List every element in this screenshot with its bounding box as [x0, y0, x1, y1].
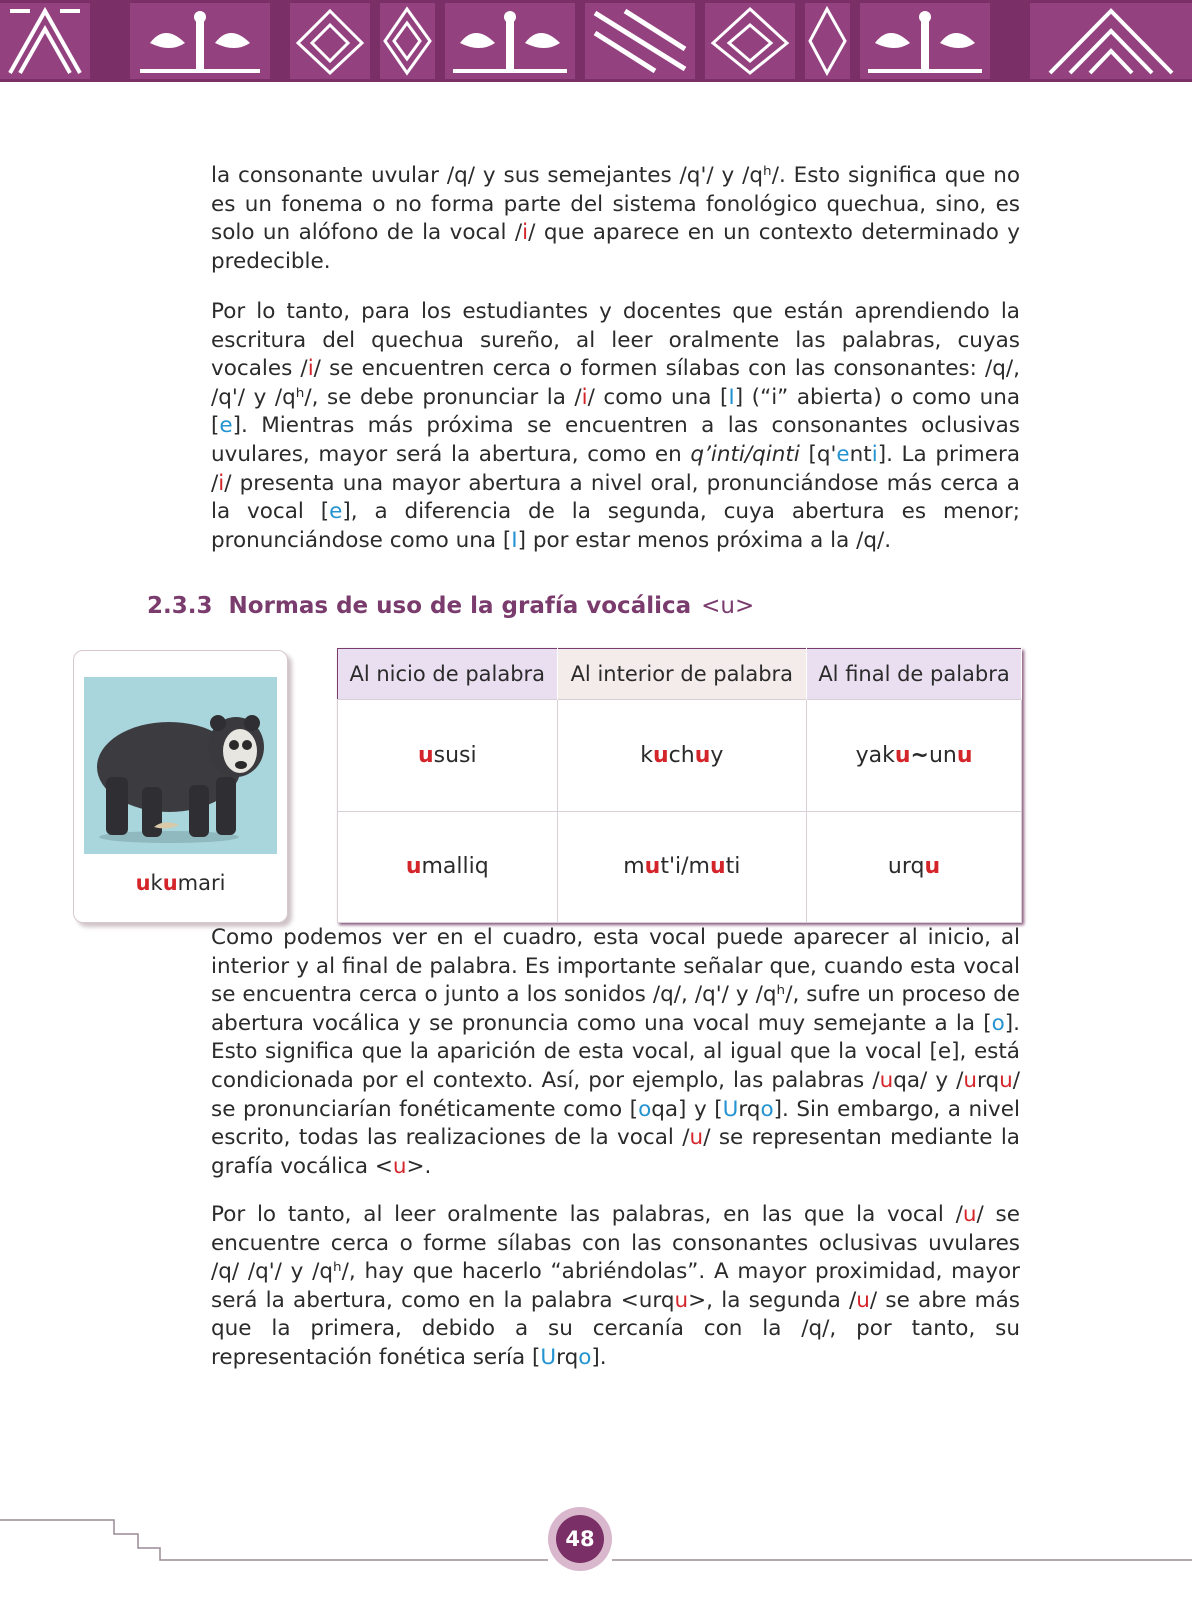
spectacled-bear-icon [84, 677, 277, 854]
highlight-blue: I [728, 384, 735, 410]
textile-tile-birds-icon [130, 3, 270, 79]
text-run: Como podemos ver en el cuadro, esta vocal puede aparecer al inicio, al interior y al final de palabra. Es importante señalar que, cuando esta vocal se encuentra cerca o junto a los sonidos /q/, /q'/ y /qʰ/, sufre un proceso de abertura vocálica y se pronuncia como una vocal muy semejante a la [ [211, 925, 1020, 1036]
text-run: / como una [ [587, 384, 729, 410]
text-run: ], a diferencia de la segunda, cuya abertura es menor; pronunciándose como una [ [211, 499, 1020, 553]
table-header-row [338, 649, 1022, 700]
text-run: / presenta una mayor abertura a nivel oral, pronunciándose más cerca a la vocal [ [211, 470, 1020, 525]
highlight-blue: U [540, 1344, 557, 1370]
textile-tile-rhombus-icon [380, 3, 435, 79]
highlight-red: u [405, 854, 422, 880]
highlight-red: u [962, 1202, 977, 1227]
highlight-blue: I [511, 527, 518, 553]
highlight-red: u [644, 854, 661, 880]
highlight-blue: e [836, 441, 850, 467]
text-run: rq [556, 1344, 579, 1370]
highlight-red: u [709, 854, 726, 880]
text-run: rq [738, 1096, 761, 1122]
text-run: susi [433, 742, 477, 768]
textile-tile-birds-icon [445, 3, 575, 79]
tilde-separator: ~ [910, 742, 929, 768]
text-run: / se representan mediante la grafía vocálica < [211, 1125, 1020, 1179]
textile-tile-rhombus-icon [805, 3, 850, 79]
text-run: / se encuentre cerca o forme sílabas con las consonantes oclusivas uvulares /q/ /q'/ y /qʰ/, hay que hacerlo “abriéndolas”. A mayor proximidad, mayor será la abertura, como en la palabra <urq [211, 1202, 1020, 1313]
text-run: ch [668, 742, 695, 768]
text-run: >, la segunda / [688, 1287, 857, 1313]
textile-tile-diamond-icon [1030, 3, 1192, 79]
highlight-red: u [894, 742, 911, 768]
text-run: >. [406, 1153, 432, 1179]
text-run: ] por estar menos próxima a la /q/. [517, 527, 892, 553]
highlight-blue: e [219, 413, 233, 439]
highlight-red: u [689, 1125, 704, 1151]
text-run: / que aparece en un contexto determinado y predecible. [211, 220, 1020, 274]
textile-tile-stripes-icon [585, 3, 695, 79]
text-run: ] (“i” abierta) o como una [ [211, 384, 1020, 439]
highlight-red: i [218, 470, 225, 496]
highlight-red: u [963, 1067, 978, 1093]
text-run: ]. Sin embargo, a nivel escrito, todas las realizaciones de la vocal / [211, 1096, 1020, 1151]
example-card [73, 650, 288, 923]
header-initial: Al nicio de palabra [338, 649, 558, 700]
text-run: ti [725, 854, 741, 880]
card-word [74, 871, 287, 895]
text-run: Por lo tanto, para los estudiantes y docentes que están aprendiendo la escritura del quechua sureño, al leer oralmente las palabras, cuyas vocales / [211, 299, 1020, 382]
text-run: un [928, 742, 957, 768]
text-run: ]. Esto significa que la aparición de esta vocal, al igual que la vocal [e], está condicionada por el contexto. Así, por ejemplo, las palabras / [211, 1010, 1020, 1093]
highlight-red: i [522, 220, 529, 246]
text-run: yak [855, 742, 895, 768]
highlight-red: u [924, 854, 941, 880]
text-run: k [150, 871, 163, 895]
highlight-red: u [956, 742, 973, 768]
paragraph-pronunciation-i [211, 298, 1020, 555]
page-number: 48 [556, 1515, 604, 1563]
highlight-blue: U [722, 1096, 739, 1122]
text-run: ]. La primera / [211, 441, 1020, 496]
text-run: / se pronunciarían fonéticamente como [ [211, 1067, 1021, 1122]
highlight-red: u [652, 742, 669, 768]
table-cell [807, 811, 1022, 923]
text-run: rq [977, 1067, 1000, 1093]
highlight-blue: o [638, 1096, 652, 1122]
highlight-red: u [162, 871, 178, 895]
highlight-red: u [674, 1287, 689, 1313]
header-interior: Al interior de palabra [557, 649, 807, 700]
text-run: / se encuentren cerca o formen sílabas con las consonantes: /q/, /q'/ y /qʰ/, se debe pronunciar la / [211, 356, 1021, 410]
table-cell [807, 700, 1022, 812]
section-number: 2.3.3 [147, 593, 213, 619]
text-run: t'i/m [660, 854, 710, 880]
header-banner [0, 0, 1192, 82]
text-run: qa] y [ [651, 1096, 723, 1122]
page-number-badge [548, 1507, 612, 1571]
section-heading [147, 593, 754, 619]
section-title: Normas de uso de la grafía vocálica [228, 593, 692, 619]
text-run: nt [849, 441, 872, 467]
textile-tile-diamond-icon [0, 3, 90, 79]
table-cell [557, 811, 807, 923]
highlight-red: u [999, 1067, 1013, 1093]
textile-tile-temple-icon [290, 3, 370, 79]
highlight-red: u [417, 742, 434, 768]
table-cell [338, 700, 558, 812]
highlight-red: i [307, 356, 314, 382]
highlight-blue: o [991, 1010, 1005, 1036]
text-run: malliq [421, 854, 489, 880]
text-run: ]. Mientras más próxima se encuentren a las consonantes oclusivas uvulares, mayor será la abertura, como en [211, 413, 1020, 467]
highlight-red: u [694, 742, 711, 768]
table-row [338, 700, 1022, 812]
text-run: k [640, 742, 653, 768]
text-run: mari [177, 871, 226, 895]
header-final: Al final de palabra [807, 649, 1022, 700]
highlight-red: u [135, 871, 151, 895]
text-run: la consonante uvular /q/ y sus semejantes /q'/ y /qʰ/. Esto significa que no es un fonema o no forma parte del sistema fonológico quechua, sino, es solo un alófono de la vocal / [211, 163, 1020, 246]
text-run: [q' [799, 441, 837, 467]
paragraph-table-explanation [211, 924, 1020, 1181]
highlight-red: u [392, 1153, 407, 1179]
textile-tile-birds-icon [860, 3, 990, 79]
text-run: y [710, 742, 724, 768]
table-cell [338, 811, 558, 923]
example-word: q’inti/qinti [690, 441, 800, 467]
highlight-blue: e [329, 499, 343, 525]
vowel-usage-table [337, 648, 1022, 923]
text-run: m [623, 854, 645, 880]
textile-tile-temple-icon [705, 3, 795, 79]
highlight-red: u [879, 1067, 894, 1093]
paragraph-pronunciation-u [211, 1201, 1020, 1373]
highlight-blue: i [871, 441, 878, 467]
highlight-red: u [856, 1287, 870, 1313]
text-run: qa/ y / [893, 1067, 964, 1093]
text-run: Por lo tanto, al leer oralmente las palabras, en las que la vocal / [211, 1202, 963, 1227]
highlight-red: i [581, 384, 588, 410]
highlight-blue: o [578, 1344, 592, 1370]
section-grapheme: <u> [701, 593, 755, 619]
table-cell [557, 700, 807, 812]
text-run: / se abre más que la primera, debido a su cercanía con la /q/, por tanto, su representación fonética sería [ [211, 1287, 1021, 1370]
text-run: ]. [591, 1344, 607, 1370]
paragraph-intro [211, 162, 1020, 276]
table-row [338, 811, 1022, 923]
highlight-blue: o [760, 1096, 774, 1122]
text-run: urq [887, 854, 925, 880]
